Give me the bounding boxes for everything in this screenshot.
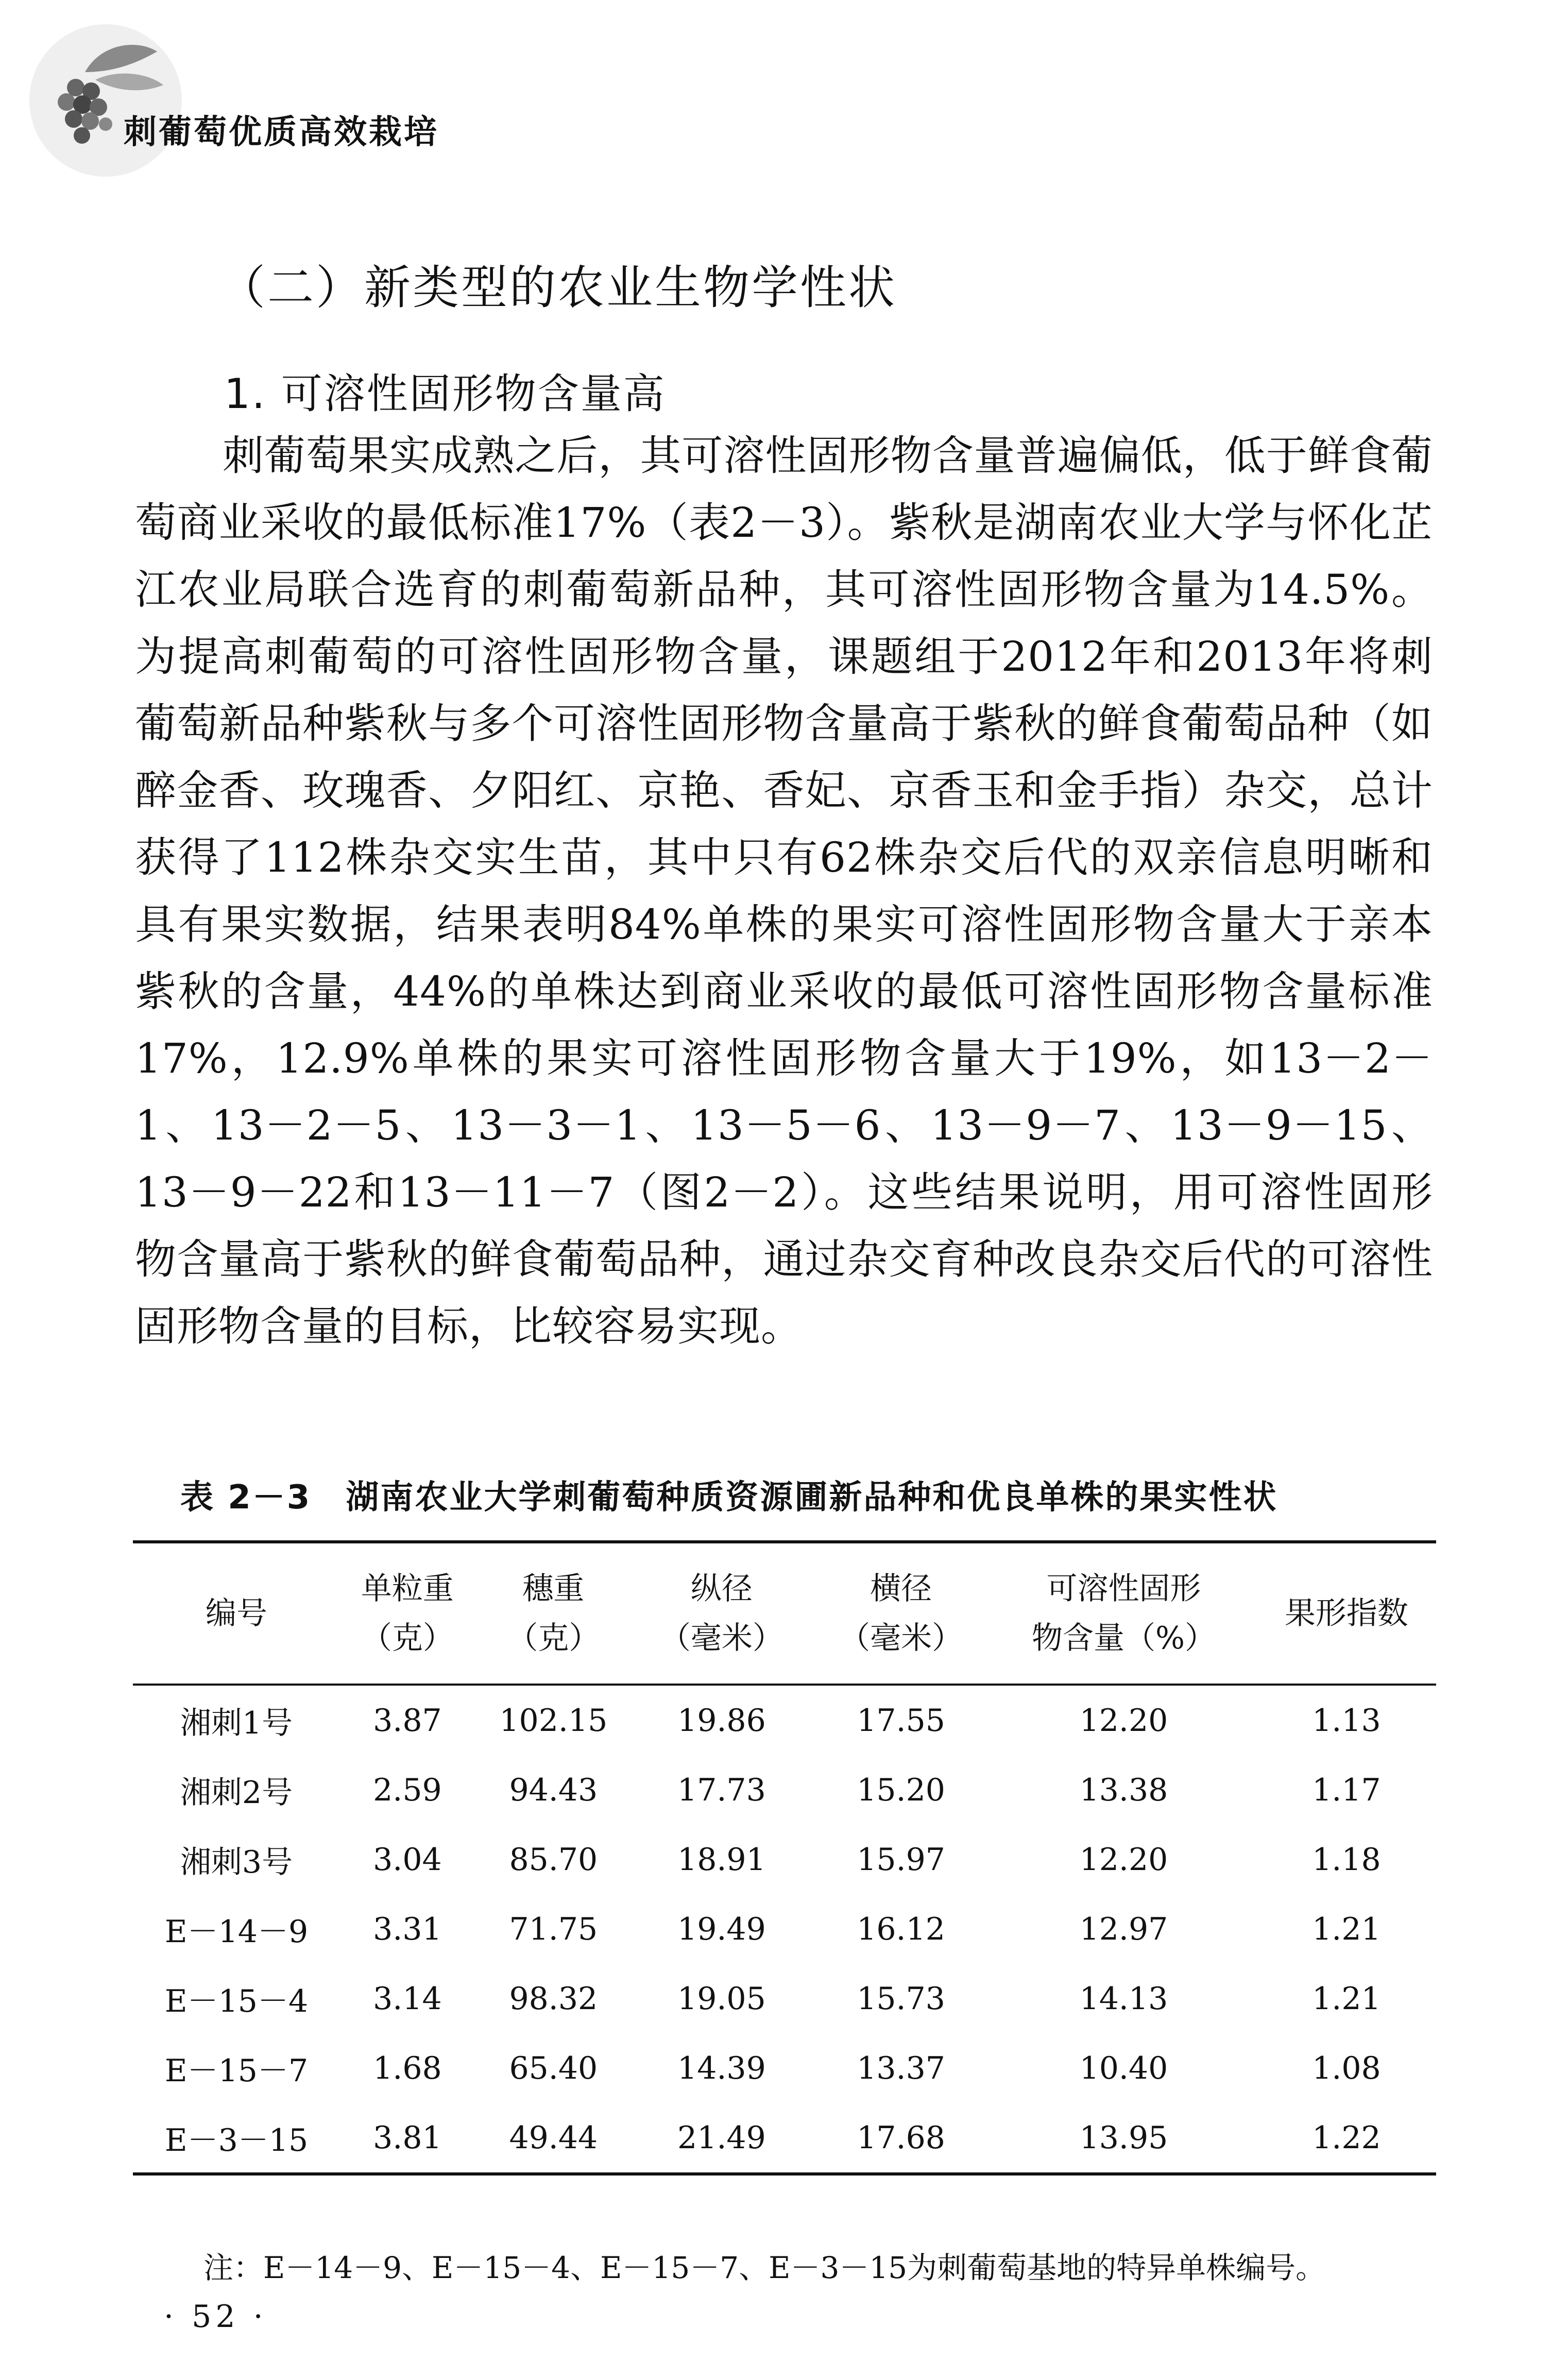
table-row	[133, 1894, 1436, 1964]
table-cell: 1.21	[1312, 1911, 1381, 1947]
table-header-row	[133, 1542, 1436, 1685]
table-row	[133, 1755, 1436, 1825]
table-cell: 2.59	[373, 1772, 442, 1808]
table-cell: 15.97	[857, 1841, 945, 1878]
table-cell: 湘刺3号	[180, 1844, 293, 1880]
table-cell: 98.32	[509, 1980, 598, 2017]
table-cell: 18.91	[677, 1841, 766, 1878]
table-cell: 94.43	[509, 1772, 598, 1808]
table-cell: 1.18	[1312, 1841, 1381, 1878]
table-cell: 3.31	[373, 1911, 442, 1947]
column-header: 单粒重 （克）	[361, 1571, 454, 1656]
table-cell: 14.13	[1079, 1980, 1168, 2017]
table-cell: 14.39	[677, 2050, 766, 2086]
table-row	[133, 2103, 1436, 2174]
body-text	[135, 422, 1433, 1360]
table-cell: 1.08	[1312, 2050, 1381, 2086]
table-cell: 12.97	[1079, 1911, 1168, 1947]
table-cell: 10.40	[1079, 2050, 1168, 2086]
table-cell: 1.17	[1312, 1772, 1381, 1808]
table-cell: 17.73	[677, 1772, 766, 1808]
table-cell: 21.49	[677, 2119, 766, 2156]
paragraph: 刺葡萄果实成熟之后，其可溶性固形物含量普遍偏低，低于鲜食葡萄商业采收的最低标准17%（表2－3）。紫秋是湖南农业大学与怀化芷江农业局联合选育的刺葡萄新品种，其可溶性固形物含量为14.5%。为提高刺葡萄的可溶性固形物含量，课题组于2012年和2013年将刺葡萄新品种紫秋与多个可溶性固形物含量高于紫秋的鲜食葡萄品种（如醉金香、玫瑰香、夕阳红、京艳、香妃、京香玉和金手指）杂交，总计获得了112株杂交实生苗，其中只有62株杂交后代的双亲信息明晰和具有果实数据，结果表明84%单株的果实可溶性固形物含量大于亲本紫秋的含量，44%的单株达到商业采收的最低可溶性固形物含量标准17%，12.9%单株的果实可溶性固形物含量大于19%，如13－2－1、13－2－5、13－3－1、13－5－6、13－9－7、13－9－15、13－9－22和13－11－7（图2－2）。这些结果说明，用可溶性固形物含量高于紫秋的鲜食葡萄品种，通过杂交育种改良杂交后代的可溶性固形物含量的目标，比较容易实现。	[135, 432, 1433, 1350]
table-cell: 17.55	[857, 1702, 945, 1739]
table-cell: 1.13	[1312, 1702, 1381, 1739]
table-cell: 1.21	[1312, 1980, 1381, 2017]
table-cell: 15.73	[857, 1980, 945, 2017]
table-cell: 3.14	[373, 1980, 442, 2017]
table-cell: 3.81	[373, 2119, 442, 2156]
table-cell: 13.37	[857, 2050, 945, 2086]
section-title: （二）新类型的农业生物学性状	[219, 261, 897, 315]
page-number: · 52 ·	[164, 2299, 267, 2335]
table-cell: 湘刺2号	[180, 1774, 293, 1811]
column-header: 可溶性固形 物含量（%）	[1031, 1571, 1216, 1656]
table-cell: 102.15	[499, 1702, 608, 1739]
table-cell: E－3－15	[164, 2122, 309, 2159]
column-header: 编号	[206, 1595, 267, 1632]
table-cell: 19.86	[677, 1702, 766, 1739]
table-cell: 1.68	[373, 2050, 442, 2086]
table-cell: 49.44	[509, 2119, 598, 2156]
table-cell: 65.40	[509, 2050, 598, 2086]
table-cell: 85.70	[509, 1841, 598, 1878]
table-row	[133, 1825, 1436, 1894]
table-cell: 13.95	[1079, 2119, 1168, 2156]
table-cell: 12.20	[1079, 1702, 1168, 1739]
table-cell: 3.87	[373, 1702, 442, 1739]
table-row	[133, 1685, 1436, 1755]
column-header: 纵径 （毫米）	[659, 1571, 783, 1656]
table-cell: 71.75	[509, 1911, 598, 1947]
table-cell: 3.04	[373, 1841, 442, 1878]
table-cell: 19.05	[677, 1980, 766, 2017]
table-cell: 13.38	[1079, 1772, 1168, 1808]
fruit-traits-table	[133, 1540, 1436, 2176]
table-cell: 1.22	[1312, 2119, 1381, 2156]
table-cell: 15.20	[857, 1772, 945, 1808]
book-title: 刺葡萄优质高效栽培	[124, 113, 439, 151]
table-cell: 12.20	[1079, 1841, 1168, 1878]
table-cell: E－15－4	[164, 1983, 309, 2019]
table-cell: 17.68	[857, 2119, 945, 2156]
table-row	[133, 1964, 1436, 2033]
table-row	[133, 2033, 1436, 2103]
table-cell: 湘刺1号	[180, 1705, 293, 1741]
table-note: 注：E－14－9、E－15－4、E－15－7、E－3－15为刺葡萄基地的特异单株编号。	[203, 2250, 1326, 2285]
table-cell: 19.49	[677, 1911, 766, 1947]
table-cell: E－14－9	[164, 1913, 309, 1950]
table-cell: 16.12	[857, 1911, 945, 1947]
table-cell: E－15－7	[164, 2052, 309, 2089]
grape-logo-icon	[28, 23, 183, 178]
subsection-title: 1. 可溶性固形物含量高	[224, 370, 666, 418]
column-header: 横径 （毫米）	[839, 1571, 963, 1656]
column-header: 果形指数	[1284, 1595, 1408, 1632]
column-header: 穗重 （克）	[507, 1571, 600, 1656]
table-caption: 表 2－3 湖南农业大学刺葡萄种质资源圃新品种和优良单株的果实性状	[180, 1479, 1278, 1517]
